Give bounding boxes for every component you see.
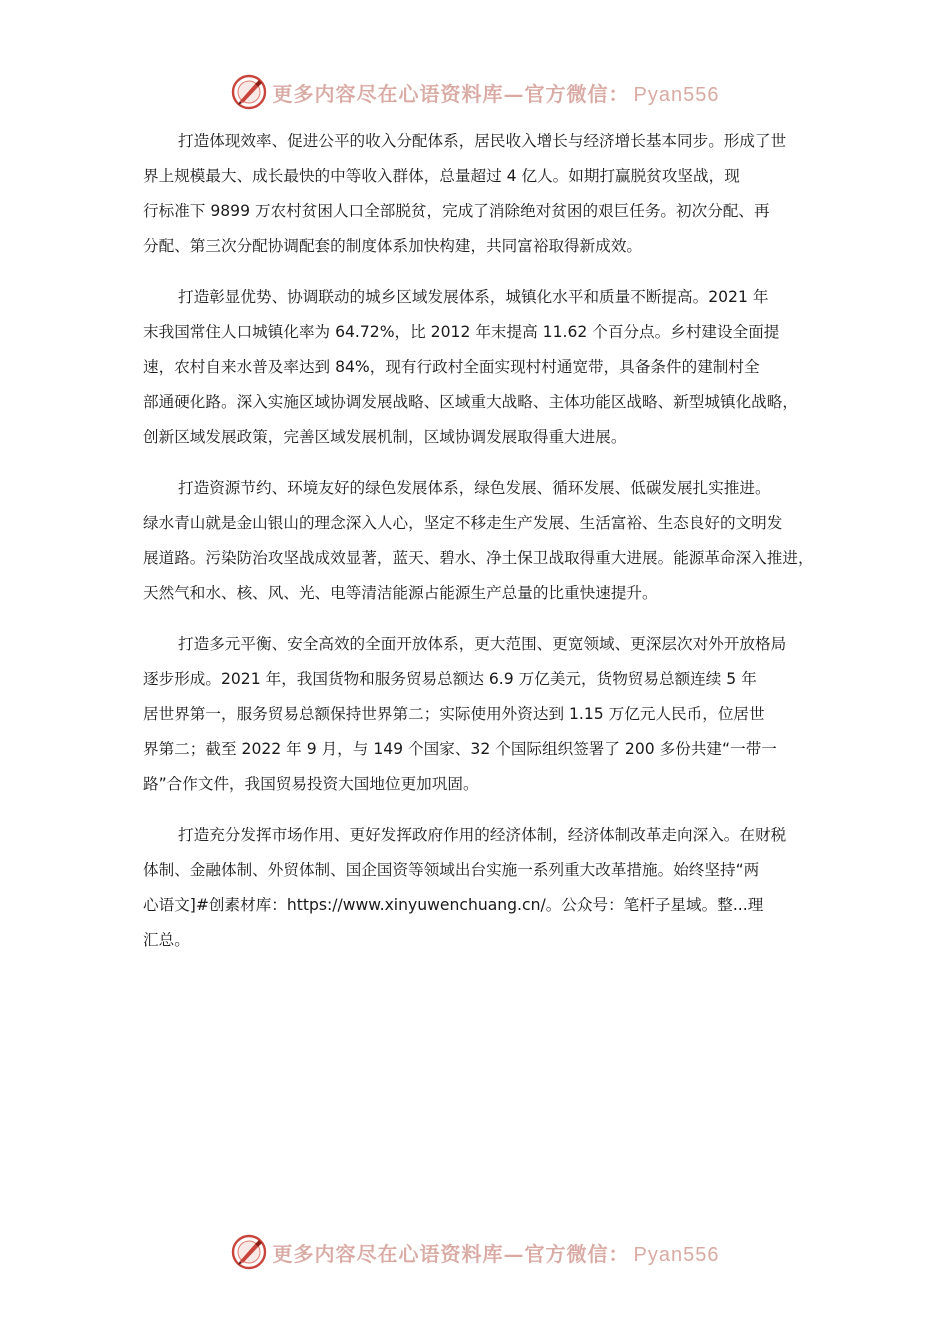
text-line: 创新区域发展政策，完善区域发展机制，区域协调发展取得重大进展。 <box>143 428 627 446</box>
text-line: 居世界第一，服务贸易总额保持世界第二；实际使用外资达到 1.15 万亿元人民币，位居世 <box>143 705 765 723</box>
header-banner <box>0 70 950 114</box>
text-line: 打造多元平衡、安全高效的全面开放体系，更大范围、更宽领域、更深层次对外开放格局 <box>178 635 787 653</box>
text-line: 打造彰显优势、协调联动的城乡区域发展体系，城镇化水平和质量不断提高。2021 年 <box>178 288 769 306</box>
text-line: 天然气和水、核、风、光、电等清洁能源占能源生产总量的比重快速提升。 <box>143 584 658 602</box>
pen-logo-icon <box>231 74 267 110</box>
text-line: 速，农村自来水普及率达到 84%，现有行政村全面实现村村通宽带，具备条件的建制村全 <box>143 358 760 376</box>
banner-slogan-text: 更多内容尽在心语资料库—官方微信： <box>272 1241 630 1266</box>
banner-slogan-text: 更多内容尽在心语资料库—官方微信： <box>272 81 630 106</box>
text-line: 逐步形成。2021 年，我国货物和服务贸易总额达 6.9 万亿美元，货物贸易总额连续 5 年 <box>143 670 757 688</box>
text-line: 打造资源节约、环境友好的绿色发展体系，绿色发展、循环发展、低碳发展扎实推进。 <box>178 479 771 497</box>
text-line: 绿水青山就是金山银山的理念深入人心，坚定不移走生产发展、生活富裕、生态良好的文明发 <box>143 514 783 532</box>
text-line: 末我国常住人口城镇化率为 64.72%，比 2012 年末提高 11.62 个百分点。乡村建设全面提 <box>143 323 780 341</box>
paragraph-economic-system <box>143 818 823 958</box>
text-line: 汇总。 <box>143 931 190 949</box>
text-line: 行标准下 9899 万农村贫困人口全部脱贫，完成了消除绝对贫困的艰巨任务。初次分配、再 <box>143 202 770 220</box>
pen-logo-icon <box>231 1234 267 1270</box>
text-line: 界上规模最大、成长最快的中等收入群体，总量超过 4 亿人。如期打赢脱贫攻坚战，现 <box>143 167 740 185</box>
banner-wechat-handle: Pyan556 <box>633 83 720 106</box>
text-line: 路”合作文件，我国贸易投资大国地位更加巩固。 <box>143 775 479 793</box>
text-line: 打造体现效率、促进公平的收入分配体系，居民收入增长与经济增长基本同步。形成了世 <box>178 132 787 150</box>
paragraph-opening-up <box>143 627 823 802</box>
text-line: 展道路。污染防治攻坚战成效显著，蓝天、碧水、净土保卫战取得重大进展。能源革命深入推进， <box>143 549 814 567</box>
document-body <box>143 124 823 974</box>
footer-banner <box>0 1230 950 1274</box>
paragraph-green-development <box>143 471 823 611</box>
text-line: 部通硬化路。深入实施区域协调发展战略、区域重大战略、主体功能区战略、新型城镇化战略， <box>143 393 798 411</box>
banner-wechat-handle: Pyan556 <box>633 1243 720 1266</box>
banner-slogan <box>273 78 720 107</box>
text-line: 体制、金融体制、外贸体制、国企国资等领域出台实施一系列重大改革措施。始终坚持“两 <box>143 861 760 879</box>
text-line: 心语文]#创素材库：https://www.xinyuwenchuang.cn/。公众号：笔杆子星域。整...理 <box>143 896 764 914</box>
banner-slogan <box>273 1238 720 1267</box>
paragraph-income-distribution <box>143 124 823 264</box>
text-line: 分配、第三次分配协调配套的制度体系加快构建，共同富裕取得新成效。 <box>143 237 643 255</box>
text-line: 界第二；截至 2022 年 9 月，与 149 个国家、32 个国际组织签署了 200 多份共建“一带一 <box>143 740 777 758</box>
paragraph-urban-rural <box>143 280 823 455</box>
text-line: 打造充分发挥市场作用、更好发挥政府作用的经济体制，经济体制改革走向深入。在财税 <box>178 826 787 844</box>
